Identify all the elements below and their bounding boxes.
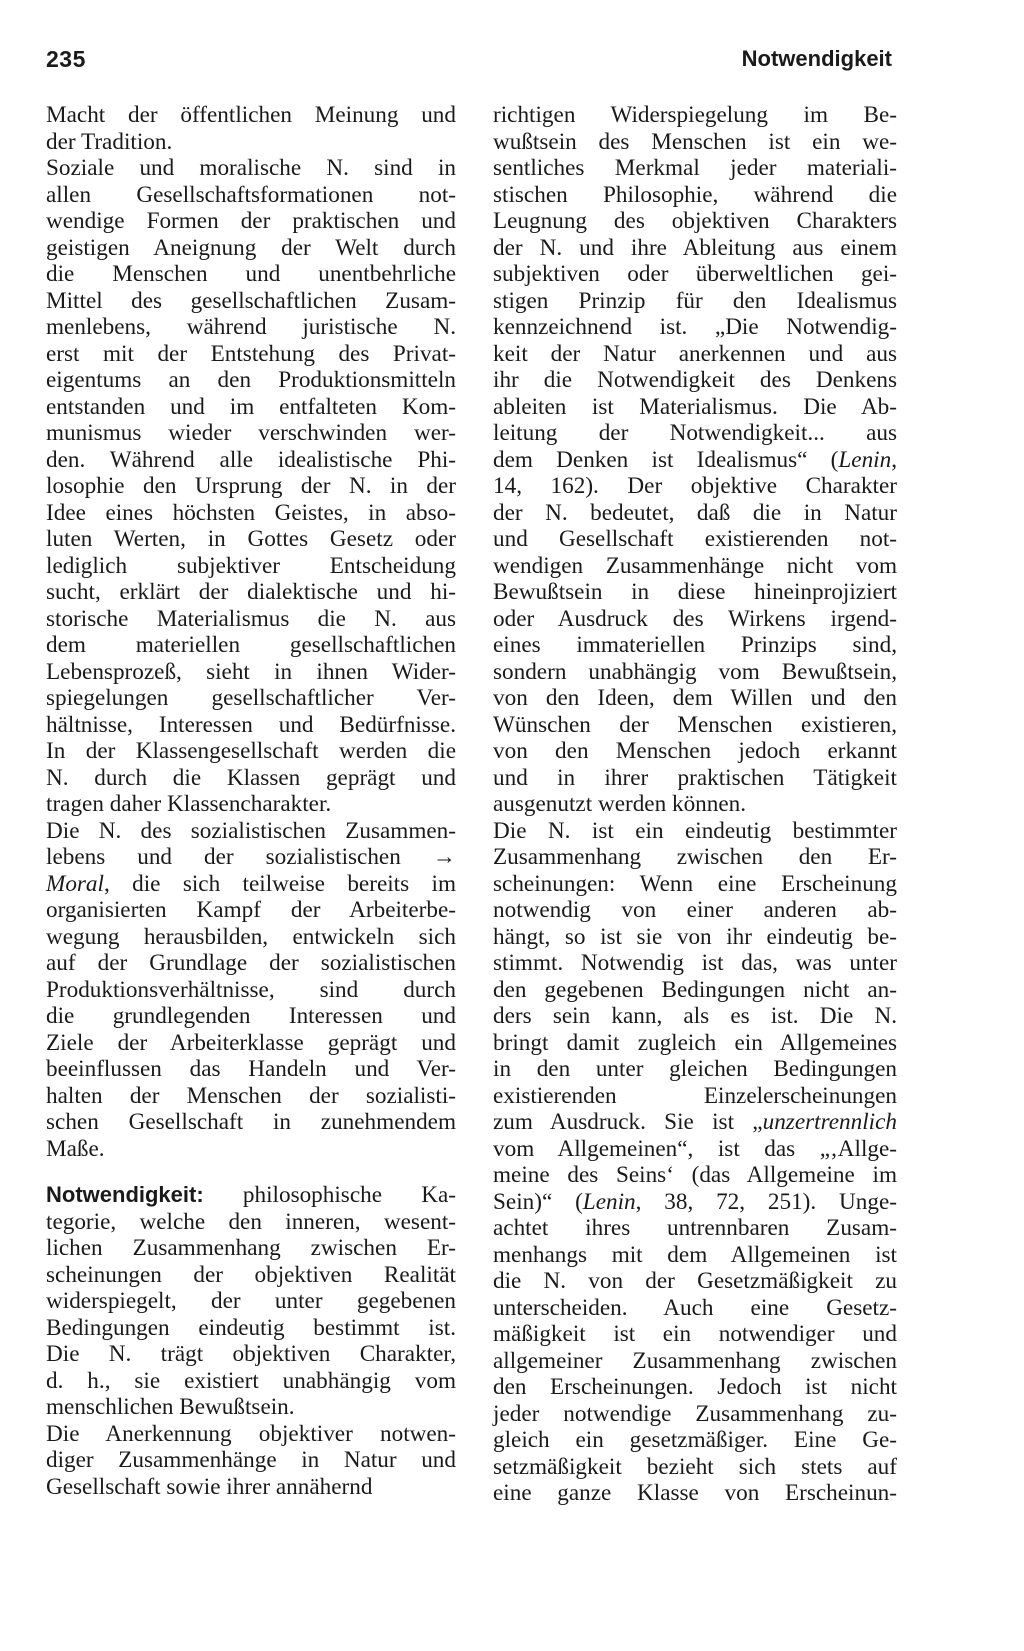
entry-first-line: [46, 1182, 456, 1209]
text-line: hältnisse, Interessen und Bedürfnisse.: [46, 711, 456, 738]
text-line: lediglich subjektiver Entscheidung: [46, 552, 456, 579]
text-line: Die Anerkennung objektiver notwen-: [46, 1420, 456, 1447]
text-line: lebens und der sozialistischen →: [46, 844, 456, 870]
text-line: jeder notwendige Zusammenhang zu-: [493, 1400, 897, 1427]
text-line: widerspiegelt, der unter gegebenen: [46, 1288, 456, 1314]
entry-first-line-rest: philosophische Ka-: [203, 1182, 456, 1208]
text-line: tegorie, welche den inneren, wesent-: [46, 1208, 456, 1235]
text-line: der N. und ihre Ableitung aus einem: [493, 234, 897, 261]
text-line: entstanden und im entfalteten Kom-: [46, 393, 456, 420]
text-line: von den Menschen jedoch erkannt: [493, 738, 897, 764]
text-line: die N. von der Gesetzmäßigkeit zu: [493, 1268, 897, 1294]
text-line: bringt damit zugleich ein Allgemeines: [493, 1029, 897, 1056]
text-line: geistigen Aneignung der Welt durch: [46, 234, 456, 261]
entry-body: [46, 1209, 456, 1501]
text-line: mäßigkeit ist ein notwendiger und: [493, 1321, 897, 1347]
text-line: vom Allgemeinen“, ist das „‚Allge-: [493, 1135, 897, 1162]
entry-keyword: Notwendigkeit:: [46, 1182, 204, 1207]
entry-spacer: [46, 1162, 456, 1182]
text-line: Mittel des gesellschaftlichen Zusam-: [46, 287, 456, 314]
text-line: Macht der öffentlichen Meinung und: [46, 102, 456, 128]
text-line: die Menschen und unentbehrliche: [46, 261, 456, 287]
text-line: 14, 162). Der objektive Charakter: [493, 473, 897, 499]
text-line: scheinungen der objektiven Realität: [46, 1261, 456, 1288]
text-line: den Erscheinungen. Jedoch ist nicht: [493, 1374, 897, 1400]
text-line: ders sein kann, als es ist. Die N.: [493, 1003, 897, 1029]
text-line: notwendig von einer anderen ab-: [493, 897, 897, 923]
text-line: der N. bedeutet, daß die in Natur: [493, 499, 897, 526]
text-line: auf der Grundlage der sozialistischen: [46, 950, 456, 976]
text-line: losophie den Ursprung der N. in der: [46, 473, 456, 499]
text-line: allen Gesellschaftsformationen not-: [46, 181, 456, 208]
text-line: Bedingungen eindeutig bestimmt ist.: [46, 1314, 456, 1341]
text-line: der Tradition.: [46, 128, 173, 155]
text-line: Gesellschaft sowie ihrer annähernd: [46, 1473, 373, 1500]
text-line: Ziele der Arbeiterklasse geprägt und: [46, 1029, 456, 1056]
text-line: dem materiellen gesellschaftlichen: [46, 632, 456, 658]
text-line: stigen Prinzip für den Idealismus: [493, 287, 897, 314]
text-line: Sein)“ (Lenin, 38, 72, 251). Unge-: [493, 1188, 897, 1215]
text-line: keit der Natur anerkennen und aus: [493, 340, 897, 367]
text-line: menschlichen Bewußtsein.: [46, 1394, 295, 1420]
left-column: [46, 102, 456, 1500]
text-line: unterscheiden. Auch eine Gesetz-: [493, 1294, 897, 1321]
text-line: schen Gesellschaft in zunehmendem: [46, 1109, 456, 1135]
text-line: Lebensprozeß, sieht in ihnen Wider-: [46, 658, 456, 685]
text-line: und in ihrer praktischen Tätigkeit: [493, 764, 897, 791]
text-line: Produktionsverhältnisse, sind durch: [46, 976, 456, 1003]
text-line: luten Werten, in Gottes Gesetz oder: [46, 526, 456, 552]
text-line: den gegebenen Bedingungen nicht an-: [493, 976, 897, 1003]
text-line: die grundlegenden Interessen und: [46, 1003, 456, 1029]
page-number: 235: [46, 46, 86, 72]
text-line: sucht, erklärt der dialektische und hi-: [46, 579, 456, 605]
text-line: tragen daher Klassencharakter.: [46, 791, 332, 817]
text-line: von den Ideen, dem Willen und den: [493, 685, 897, 711]
text-line: stimmt. Notwendig ist das, was unter: [493, 950, 897, 976]
text-line: oder Ausdruck des Wirkens irgend-: [493, 605, 897, 632]
text-line: richtigen Widerspiegelung im Be-: [493, 102, 897, 128]
text-line: meine des Seins‘ (das Allgemeine im: [493, 1162, 897, 1188]
text-line: kennzeichnend ist. „Die Notwendig-: [493, 314, 897, 340]
text-line: N. durch die Klassen geprägt und: [46, 764, 456, 791]
text-line: eines immateriellen Prinzips sind,: [493, 632, 897, 658]
text-line: subjektiven oder überweltlichen gei-: [493, 261, 897, 287]
text-line: spiegelungen gesellschaftlicher Ver-: [46, 685, 456, 711]
text-line: In der Klassengesellschaft werden die: [46, 738, 456, 764]
text-line: organisierten Kampf der Arbeiterbe-: [46, 897, 456, 923]
text-line: achtet ihres untrennbaren Zusam-: [493, 1215, 897, 1241]
text-line: sentliches Merkmal jeder materiali-: [493, 155, 897, 181]
text-line: Die N. ist ein eindeutig bestimmter: [493, 817, 897, 844]
text-line: Bewußtsein in diese hineinprojiziert: [493, 579, 897, 605]
running-title: Notwendigkeit: [741, 46, 892, 71]
text-line: Moral, die sich teilweise bereits im: [46, 870, 456, 897]
text-line: scheinungen: Wenn eine Erscheinung: [493, 870, 897, 897]
text-line: munismus wieder verschwinden wer-: [46, 420, 456, 446]
text-line: Soziale und moralische N. sind in: [46, 155, 456, 181]
text-line: wendige Formen der praktischen und: [46, 208, 456, 234]
right-column-text: [493, 102, 897, 1507]
text-line: storische Materialismus die N. aus: [46, 605, 456, 632]
entry-notwendigkeit: [46, 1182, 456, 1500]
text-line: d. h., sie existiert unabhängig vom: [46, 1367, 456, 1394]
text-line: ausgenutzt werden können.: [493, 791, 747, 817]
text-line: eigentums an den Produktionsmitteln: [46, 367, 456, 393]
text-line: diger Zusammenhänge in Natur und: [46, 1447, 456, 1473]
text-line: und Gesellschaft existierenden not-: [493, 526, 897, 552]
text-line: allgemeiner Zusammenhang zwischen: [493, 1347, 897, 1374]
text-line: Die N. trägt objektiven Charakter,: [46, 1341, 456, 1367]
text-line: sondern unabhängig vom Bewußtsein,: [493, 658, 897, 685]
text-line: den. Während alle idealistische Phi-: [46, 446, 456, 473]
text-line: lichen Zusammenhang zwischen Er-: [46, 1235, 456, 1261]
right-column: [493, 102, 897, 1507]
text-line: zum Ausdruck. Sie ist „unzertrennlich: [493, 1109, 897, 1135]
text-line: wendigen Zusammenhänge nicht vom: [493, 552, 897, 579]
left-column-text: [46, 102, 456, 1162]
text-line: halten der Menschen der sozialisti-: [46, 1082, 456, 1109]
text-line: beeinflussen das Handeln und Ver-: [46, 1056, 456, 1082]
text-line: Idee eines höchsten Geistes, in abso-: [46, 499, 456, 526]
text-line: menlebens, während juristische N.: [46, 314, 456, 340]
text-line: dem Denken ist Idealismus“ (Lenin,: [493, 446, 897, 473]
text-line: eine ganze Klasse von Erscheinun-: [493, 1480, 897, 1506]
text-line: menhangs mit dem Allgemeinen ist: [493, 1241, 897, 1268]
text-line: erst mit der Entstehung des Privat-: [46, 340, 456, 367]
text-line: Die N. des sozialistischen Zusammen-: [46, 817, 456, 844]
text-line: setzmäßigkeit bezieht sich stets auf: [493, 1453, 897, 1480]
text-line: existierenden Einzelerscheinungen: [493, 1082, 897, 1109]
text-line: ihr die Notwendigkeit des Denkens: [493, 367, 897, 393]
text-line: hängt, so ist sie von ihr eindeutig be-: [493, 923, 897, 950]
text-line: leitung der Notwendigkeit... aus: [493, 420, 897, 446]
text-line: wußtsein des Menschen ist ein we-: [493, 128, 897, 155]
text-line: in den unter gleichen Bedingungen: [493, 1056, 897, 1082]
text-line: wegung herausbilden, entwickeln sich: [46, 923, 456, 950]
text-line: ableiten ist Materialismus. Die Ab-: [493, 393, 897, 420]
text-line: Zusammenhang zwischen den Er-: [493, 844, 897, 870]
text-line: Maße.: [46, 1135, 105, 1162]
text-line: stischen Philosophie, während die: [493, 181, 897, 208]
text-line: Leugnung des objektiven Charakters: [493, 208, 897, 234]
text-line: gleich ein gesetzmäßiger. Eine Ge-: [493, 1427, 897, 1453]
text-line: Wünschen der Menschen existieren,: [493, 711, 897, 738]
